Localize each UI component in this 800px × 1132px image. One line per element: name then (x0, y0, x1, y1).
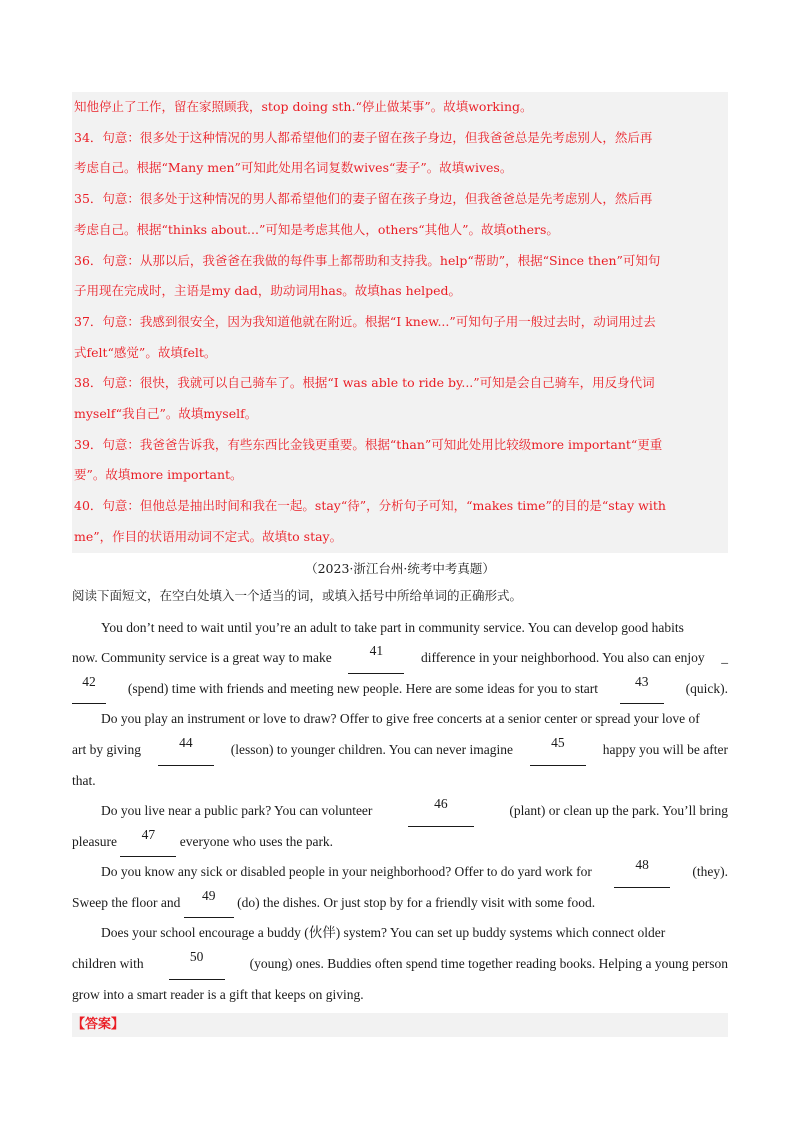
answer-label: 【答案】 (72, 1013, 728, 1037)
question-instruction: 阅读下面短文，在空白处填入一个适当的词，或填入括号中所给单词的正确形式。 (72, 587, 523, 603)
blank-41: 41 (348, 643, 404, 674)
passage-line (72, 613, 728, 644)
passage-line (72, 857, 728, 888)
passage-line (72, 827, 728, 858)
passage-text: Do you know any sick or disabled people in your neighborhood? Offer to do yard work for (101, 864, 596, 880)
passage-text: Does your school encourage a buddy (伙伴) system? You can set up buddy systems which connect older (101, 925, 666, 941)
blank-43: 43 (620, 674, 664, 705)
analysis-line: myself“我自己”。故填myself。 (74, 406, 258, 422)
blank-47: 47 (120, 827, 176, 858)
analysis-line: me”，作目的状语用动词不定式。故填to stay。 (74, 528, 343, 544)
analysis-line: 36．句意：从那以后，我爸爸在我做的每件事上都帮助和支持我。help“帮助”，根据“Since then”可知句 (74, 252, 661, 268)
passage-text: _ (721, 650, 728, 666)
analysis-line: 知他停止了工作，留在家照顾我，stop doing sth.“停止做某事”。故填working。 (74, 99, 533, 114)
analysis-line: 考虑自己。根据“Many men”可知此处用名词复数wives“妻子”。故填wives。 (74, 160, 513, 176)
passage-text: (lesson) to younger children. You can never imagine (227, 741, 517, 757)
analysis-line: 35．句意：很多处于这种情况的男人都希望他们的妻子留在孩子身边，但我爸爸总是先考虑别人，然后再 (74, 191, 653, 207)
blank-45: 45 (530, 735, 586, 766)
analysis-line: 40．句意：但他总是抽出时间和我在一起。stay“待”，分析句子可知，“makes time”的目的是“stay with (74, 498, 666, 514)
passage-text: Do you live near a public park? You can volunteer (101, 803, 376, 819)
analysis-line: 要”。故填more important。 (74, 467, 243, 483)
passage-text: grow into a smart reader is a gift that keeps on giving. (72, 986, 364, 1002)
blank-50: 50 (169, 949, 225, 980)
passage-line (72, 674, 728, 705)
passage-text: art by giving (72, 741, 145, 757)
passage-text: (do) the dishes. Or just stop by for a friendly visit with some food. (233, 894, 596, 910)
passage-line (72, 888, 728, 919)
passage-line (72, 766, 728, 797)
blank-46: 46 (408, 796, 474, 827)
blank-48: 48 (614, 857, 670, 888)
passage-text: (they). (689, 864, 728, 880)
passage-text: everyone who uses the park. (176, 833, 334, 849)
passage-text: Sweep the floor and (72, 894, 184, 910)
passage-line (72, 704, 728, 735)
passage-text: (quick). (682, 680, 728, 696)
analysis-line: 37．句意：我感到很安全，因为我知道他就在附近。根据“I knew...”可知句子用一般过去时，动词用过去 (74, 313, 656, 329)
passage-line (72, 949, 728, 980)
passage-text: Do you play an instrument or love to draw? Offer to give free concerts at a senior center or spread your love of (101, 711, 700, 727)
analysis-line: 考虑自己。根据“thinks about...”可知是考虑其他人，others“其他人”。故填others。 (74, 221, 559, 237)
blank-42: 42 (72, 674, 106, 705)
passage-text: (plant) or clean up the park. You’ll bring (506, 803, 728, 819)
passage-line (72, 918, 728, 949)
passage-line (72, 735, 728, 766)
passage-line (72, 796, 728, 827)
passage-text: that. (72, 772, 96, 788)
question-source: （2023·浙江台州·统考中考真题） (305, 560, 495, 576)
passage-text: (young) ones. Buddies often spend time together reading books. Helping a young person (246, 956, 728, 972)
passage-text: You don’t need to wait until you’re an adult to take part in community service. You can develop good habits (101, 619, 684, 635)
passage-text: (spend) time with friends and meeting new people. Here are some ideas for you to start (124, 680, 602, 696)
analysis-line: 34．句意：很多处于这种情况的男人都希望他们的妻子留在孩子身边，但我爸爸总是先考虑别人，然后再 (74, 129, 653, 145)
passage-text: difference in your neighborhood. You also can enjoy (417, 650, 708, 666)
blank-49: 49 (184, 888, 234, 919)
passage-text: now. Community service is a great way to make (72, 650, 336, 666)
document-page (72, 92, 728, 1037)
analysis-line: 39．句意：我爸爸告诉我，有些东西比金钱更重要。根据“than”可知此处用比较级more important“更重 (74, 436, 663, 452)
reading-passage (72, 613, 728, 1011)
passage-text: pleasure (72, 833, 121, 849)
analysis-line: 式felt“感觉”。故填felt。 (74, 344, 217, 360)
passage-text: happy you will be after (599, 741, 728, 757)
passage-line (72, 980, 728, 1011)
analysis-line: 38．句意：很快，我就可以自己骑车了。根据“I was able to ride by...”可知是会自己骑车，用反身代词 (74, 375, 655, 391)
analysis-section (72, 92, 728, 553)
passage-text: children with (72, 956, 147, 972)
analysis-line: 子用现在完成时，主语是my dad，助动词用has。故填has helped。 (74, 283, 462, 299)
passage-line (72, 643, 728, 674)
blank-44: 44 (158, 735, 214, 766)
